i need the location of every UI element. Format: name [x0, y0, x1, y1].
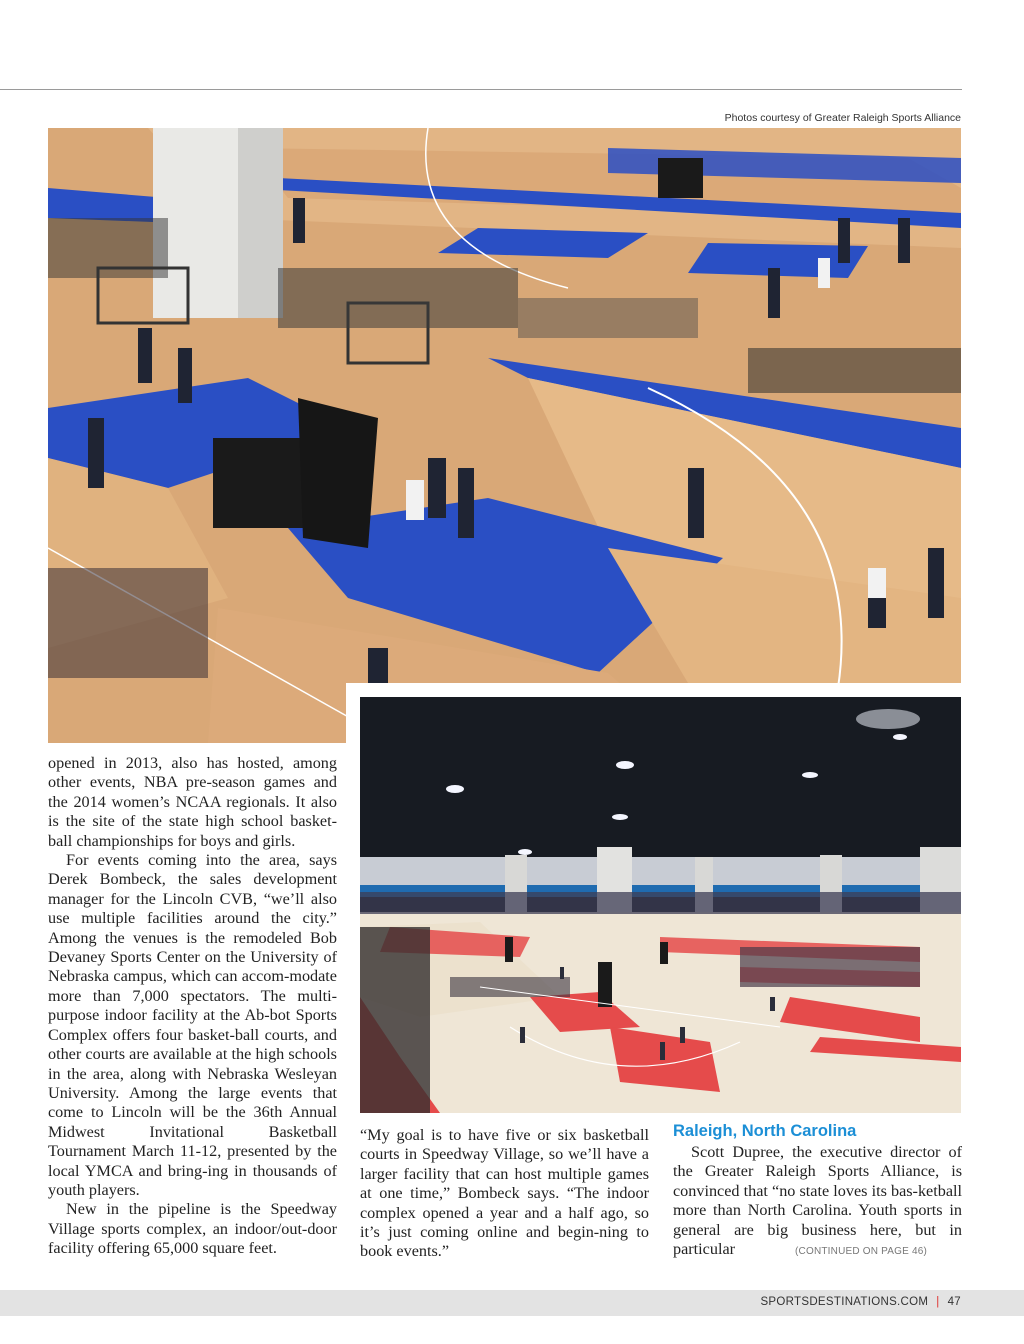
text-column-1 — [48, 754, 337, 1259]
text-column-3 — [673, 1121, 962, 1261]
section-heading: Raleigh, North Carolina — [673, 1122, 857, 1140]
footer-site: SPORTSDESTINATIONS.COM — [760, 1296, 929, 1308]
page-number: 47 — [947, 1296, 961, 1308]
text-column-2 — [360, 1126, 649, 1262]
photo-credit: Photos courtesy of Greater Raleigh Sports Alliance — [724, 112, 961, 124]
paragraph: New in the pipeline is the Speedway Village sports complex, an indoor/out-door facility offering 65,000 square feet. — [48, 1200, 337, 1258]
photo-basketball-courts-overhead — [48, 128, 961, 743]
paragraph: “My goal is to have five or six basketball courts in Speedway Village, so we’ll have a larger facility that can host multiple games at one time,” Bombeck says. “The indoor complex opened a year and a half ago, so it’s just coming online and begin-ning to book events.” — [360, 1126, 649, 1261]
footer — [760, 1296, 961, 1308]
paragraph-text: Scott Dupree, the executive director of the Greater Raleigh Sports Alliance, is convinced that “no state loves its bas-ketball more than North Carolina. Youth sports in general are big business here, but in particular — [673, 1143, 962, 1259]
photo-convention-hall-courts — [360, 697, 961, 1113]
paragraph: opened in 2013, also has hosted, among other events, NBA pre-season games and the 2014 women’s NCAA regionals. It also is the site of the state high school basket-ball championships for boys and girls. — [48, 754, 337, 850]
paragraph — [673, 1143, 962, 1261]
continued-note: (CONTINUED ON PAGE 46) — [795, 1246, 928, 1258]
footer-separator: | — [936, 1296, 940, 1308]
top-rule — [0, 89, 962, 90]
paragraph: For events coming into the area, says Derek Bombeck, the sales development manager for the Lincoln CVB, “we’ll also use multiple facilities around the city.” Among the venues is the remodeled Bob Devaney Sports Center on the University of Nebraska campus, which can accom-modate more than 7,000 spectators. The multi-purpose indoor facility at the Ab-bot Sports Complex offers four basket-ball courts, and other courts are available at the high schools in the area, along with Nebraska Wesleyan University. Among the large events that come to Lincoln will be the 36th Annual Midwest Invitational Basketball Tournament March 11-12, presented by the local YMCA and bring-ing in thousands of youth players. — [48, 851, 337, 1199]
